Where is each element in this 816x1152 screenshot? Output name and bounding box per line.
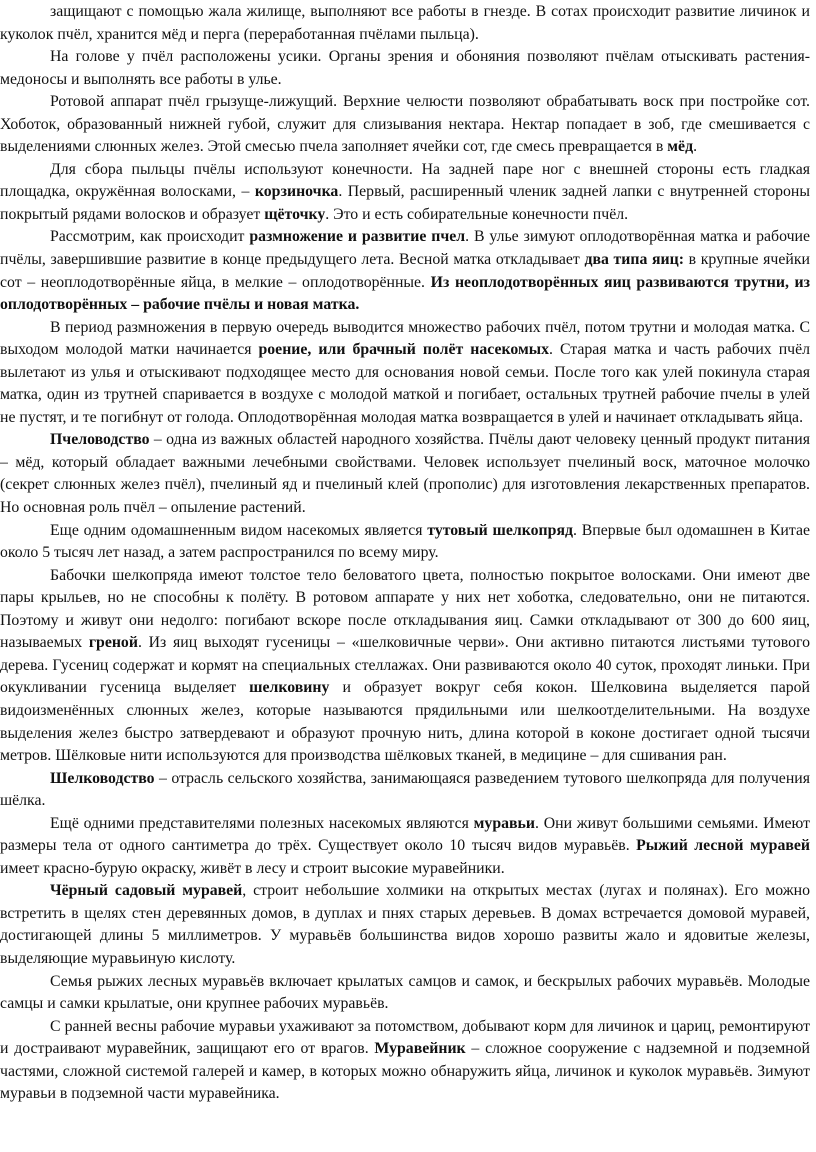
bold-term: муравьи <box>473 814 535 832</box>
bold-term: корзиночка <box>254 183 339 201</box>
bold-term: размножение и развитие пчел <box>249 228 466 246</box>
text-run: Еще одним одомашненным видом насекомых является <box>50 521 428 539</box>
text-run: Семья рыжих лесных муравьёв включает крылатых самцов и самок, и бескрылых рабочих муравьёв. Молодые самцы и самки крылатые, они крупнее рабочих муравьёв. <box>0 972 810 1013</box>
text-run: С ранней весны рабочие муравьи ухаживают за потомством, добывают корм для личинок и цариц, ремонтируют и достраивают муравейник, защищают его от врагов. <box>0 1017 810 1058</box>
text-run: Рассмотрим, как происходит <box>50 228 250 246</box>
text-run: Для сбора пыльцы пчёлы используют конечности. На задней паре ног с внешней стороны есть гладкая площадка, окружённая волосками, – <box>0 160 810 201</box>
bold-term: тутовый шелкопряд <box>427 521 573 539</box>
bold-term: Муравейник <box>374 1040 466 1058</box>
paragraph <box>0 226 810 316</box>
text-run: Ещё одними представителями полезных насекомых являются <box>50 814 474 832</box>
paragraph <box>0 317 810 430</box>
text-run: – сложное сооружение с надземной и подземной частями, сложной системой галерей и камер, в которых можно обнаружить яйца, личинок и куколок муравьёв. Зимуют муравьи в подземной части муравейника. <box>0 1040 810 1103</box>
paragraph <box>0 1016 810 1106</box>
text-run: На голове у пчёл расположены усики. Органы зрения и обоняния позволяют пчёлам отыскивать растения-медоносы и выполнять все работы в улье. <box>0 48 810 88</box>
paragraph <box>0 1 810 46</box>
text-run: Ротовой аппарат пчёл грызуще-лижущий. Верхние челюсти позволяют обрабатывать воск при постройке сот. Хоботок, образованный нижней губой, служит для слизывания нектара. Нектар попадает в зоб, где смешивается с выделениями слюнных желез. Этой смесью пчела заполняет ячейки сот, где смесь превращается в <box>0 93 810 156</box>
bold-term: Шелководство <box>50 769 155 787</box>
text-run: , строит небольшие холмики на открытых местах (лугах и полянах). Его можно встретить в щелях стен деревянных домов, в дуплах и пнях старых деревьев. В домах встречается домовой муравей, достигающей длины 5 миллиметров. У муравьёв большинства видов хорошо развиты жало и ядовитые железы, выделяющие муравьиную кислоту. <box>0 882 810 967</box>
bold-term: Рыжий лесной муравей <box>636 837 810 855</box>
text-run: Бабочки шелкопряда имеют толстое тело беловатого цвета, полностью покрытое волосками. Они имеют две пары крыльев, но не способны к полёту. В ротовом аппарате у них нет хоботка, следовательно, они не питаются. Поэтому и живут они недолго: погибают вскоре после откладывания яиц. Самки откладывают от 300 до 600 яиц, называемых <box>0 566 810 652</box>
bold-term: Из неоплодотворённых яиц развиваются трутни, из оплодотворённых – рабочие пчёлы и новая матка. <box>0 273 810 314</box>
text-run: . Впервые был одомашнен в Китае около 5 тысяч лет назад, а затем распространился по всему миру. <box>0 521 810 562</box>
paragraph <box>0 565 810 768</box>
paragraph <box>0 768 810 813</box>
bold-term: мёд <box>667 138 694 156</box>
paragraph <box>0 971 810 1016</box>
text-run: . Старая матка и часть рабочих пчёл вылетают из улья и отыскивают подходящее место для основания новой семьи. После того как улей покинула старая матка, один из трутней спаривается в воздухе с молодой маткой и погибает, остальных трутней рабочие пчелы в улей не пустят, и те погибнут от голода. Оплодотворённая молодая матка возвращается в улей и начинает откладывать яйца. <box>0 341 810 426</box>
paragraph <box>0 159 810 227</box>
text-run: имеет красно-бурую окраску, живёт в лесу и строит высокие муравейники. <box>0 859 505 877</box>
text-run: . Они живут большими семьями. Имеют размеры тела от одного сантиметра до трёх. Существует около 10 тысяч видов муравьёв. <box>0 814 810 855</box>
paragraph <box>0 429 810 519</box>
text-run: . Из яиц выходят гусеницы – «шелковичные черви». Они активно питаются листьями тутового дерева. Гусениц содержат и кормят на специальных стеллажах. Они развиваются около 40 суток, проходят линьки. При окукливании гусеница выделяет <box>0 634 810 697</box>
bold-term: Чёрный садовый муравей <box>50 882 243 900</box>
bold-term: Пчеловодство <box>50 431 150 449</box>
text-run: . Первый, расширенный членик задней лапки с внутренней стороны покрытый рядами волосков и образует <box>0 183 810 223</box>
bold-term: греной <box>88 634 138 652</box>
paragraph <box>0 91 810 159</box>
bold-term: шелковину <box>249 679 330 697</box>
paragraph <box>0 520 810 565</box>
text-run: . <box>693 138 698 156</box>
text-run: – одна из важных областей народного хозяйства. Пчёлы дают человеку ценный продукт питания – мёд, который обладает важными лечебными свойствами. Человек использует пчелиный воск, маточное молочко (секрет слюнных желез пчёл), пчелиный яд и пчелиный клей (прополис) для изготовления лекарственных препаратов. Но основная роль пчёл – опыление растений. <box>0 431 810 517</box>
text-run: защищают с помощью жала жилище, выполняют все работы в гнезде. В сотах происходит развитие личинок и куколок пчёл, хранится мёд и перга (переработанная пчёлами пыльца). <box>0 3 810 43</box>
paragraph <box>0 46 810 91</box>
text-run: и образует вокруг себя кокон. Шелковина выделяется парой видоизменённых слюнных желез, которые называются прядильными или шелкоотделительными. На воздухе выделения желез быстро затвердевают и образуют прочную нить, длина которой в коконе достигает одной тысячи метров. Шёлковые нити используются для производства шёлковых тканей, в медицине – для сшивания ран. <box>0 679 810 765</box>
text-run: . Это и есть собирательные конечности пчёл. <box>325 205 629 223</box>
paragraph <box>0 880 810 970</box>
text-run: В период размножения в первую очередь выводится множество рабочих пчёл, потом трутни и молодая матка. С выходом молодой матки начинается <box>0 318 810 359</box>
text-run: – отрасль сельского хозяйства, занимающаяся разведением тутового шелкопряда для получения шёлка. <box>0 769 810 810</box>
text-run: . В улье зимуют оплодотворённая матка и рабочие пчёлы, завершившие развитие в конце предыдущего лета. Весной матка откладывает <box>0 228 810 269</box>
bold-term: щёточку <box>264 205 326 223</box>
text-run: в крупные ячейки сот – неоплодотворённые яйца, в мелкие – оплодотворённые. <box>0 251 810 291</box>
bold-term: два типа яиц: <box>584 251 685 269</box>
bold-term: роение, или брачный полёт насекомых <box>258 341 549 359</box>
paragraph <box>0 813 810 881</box>
